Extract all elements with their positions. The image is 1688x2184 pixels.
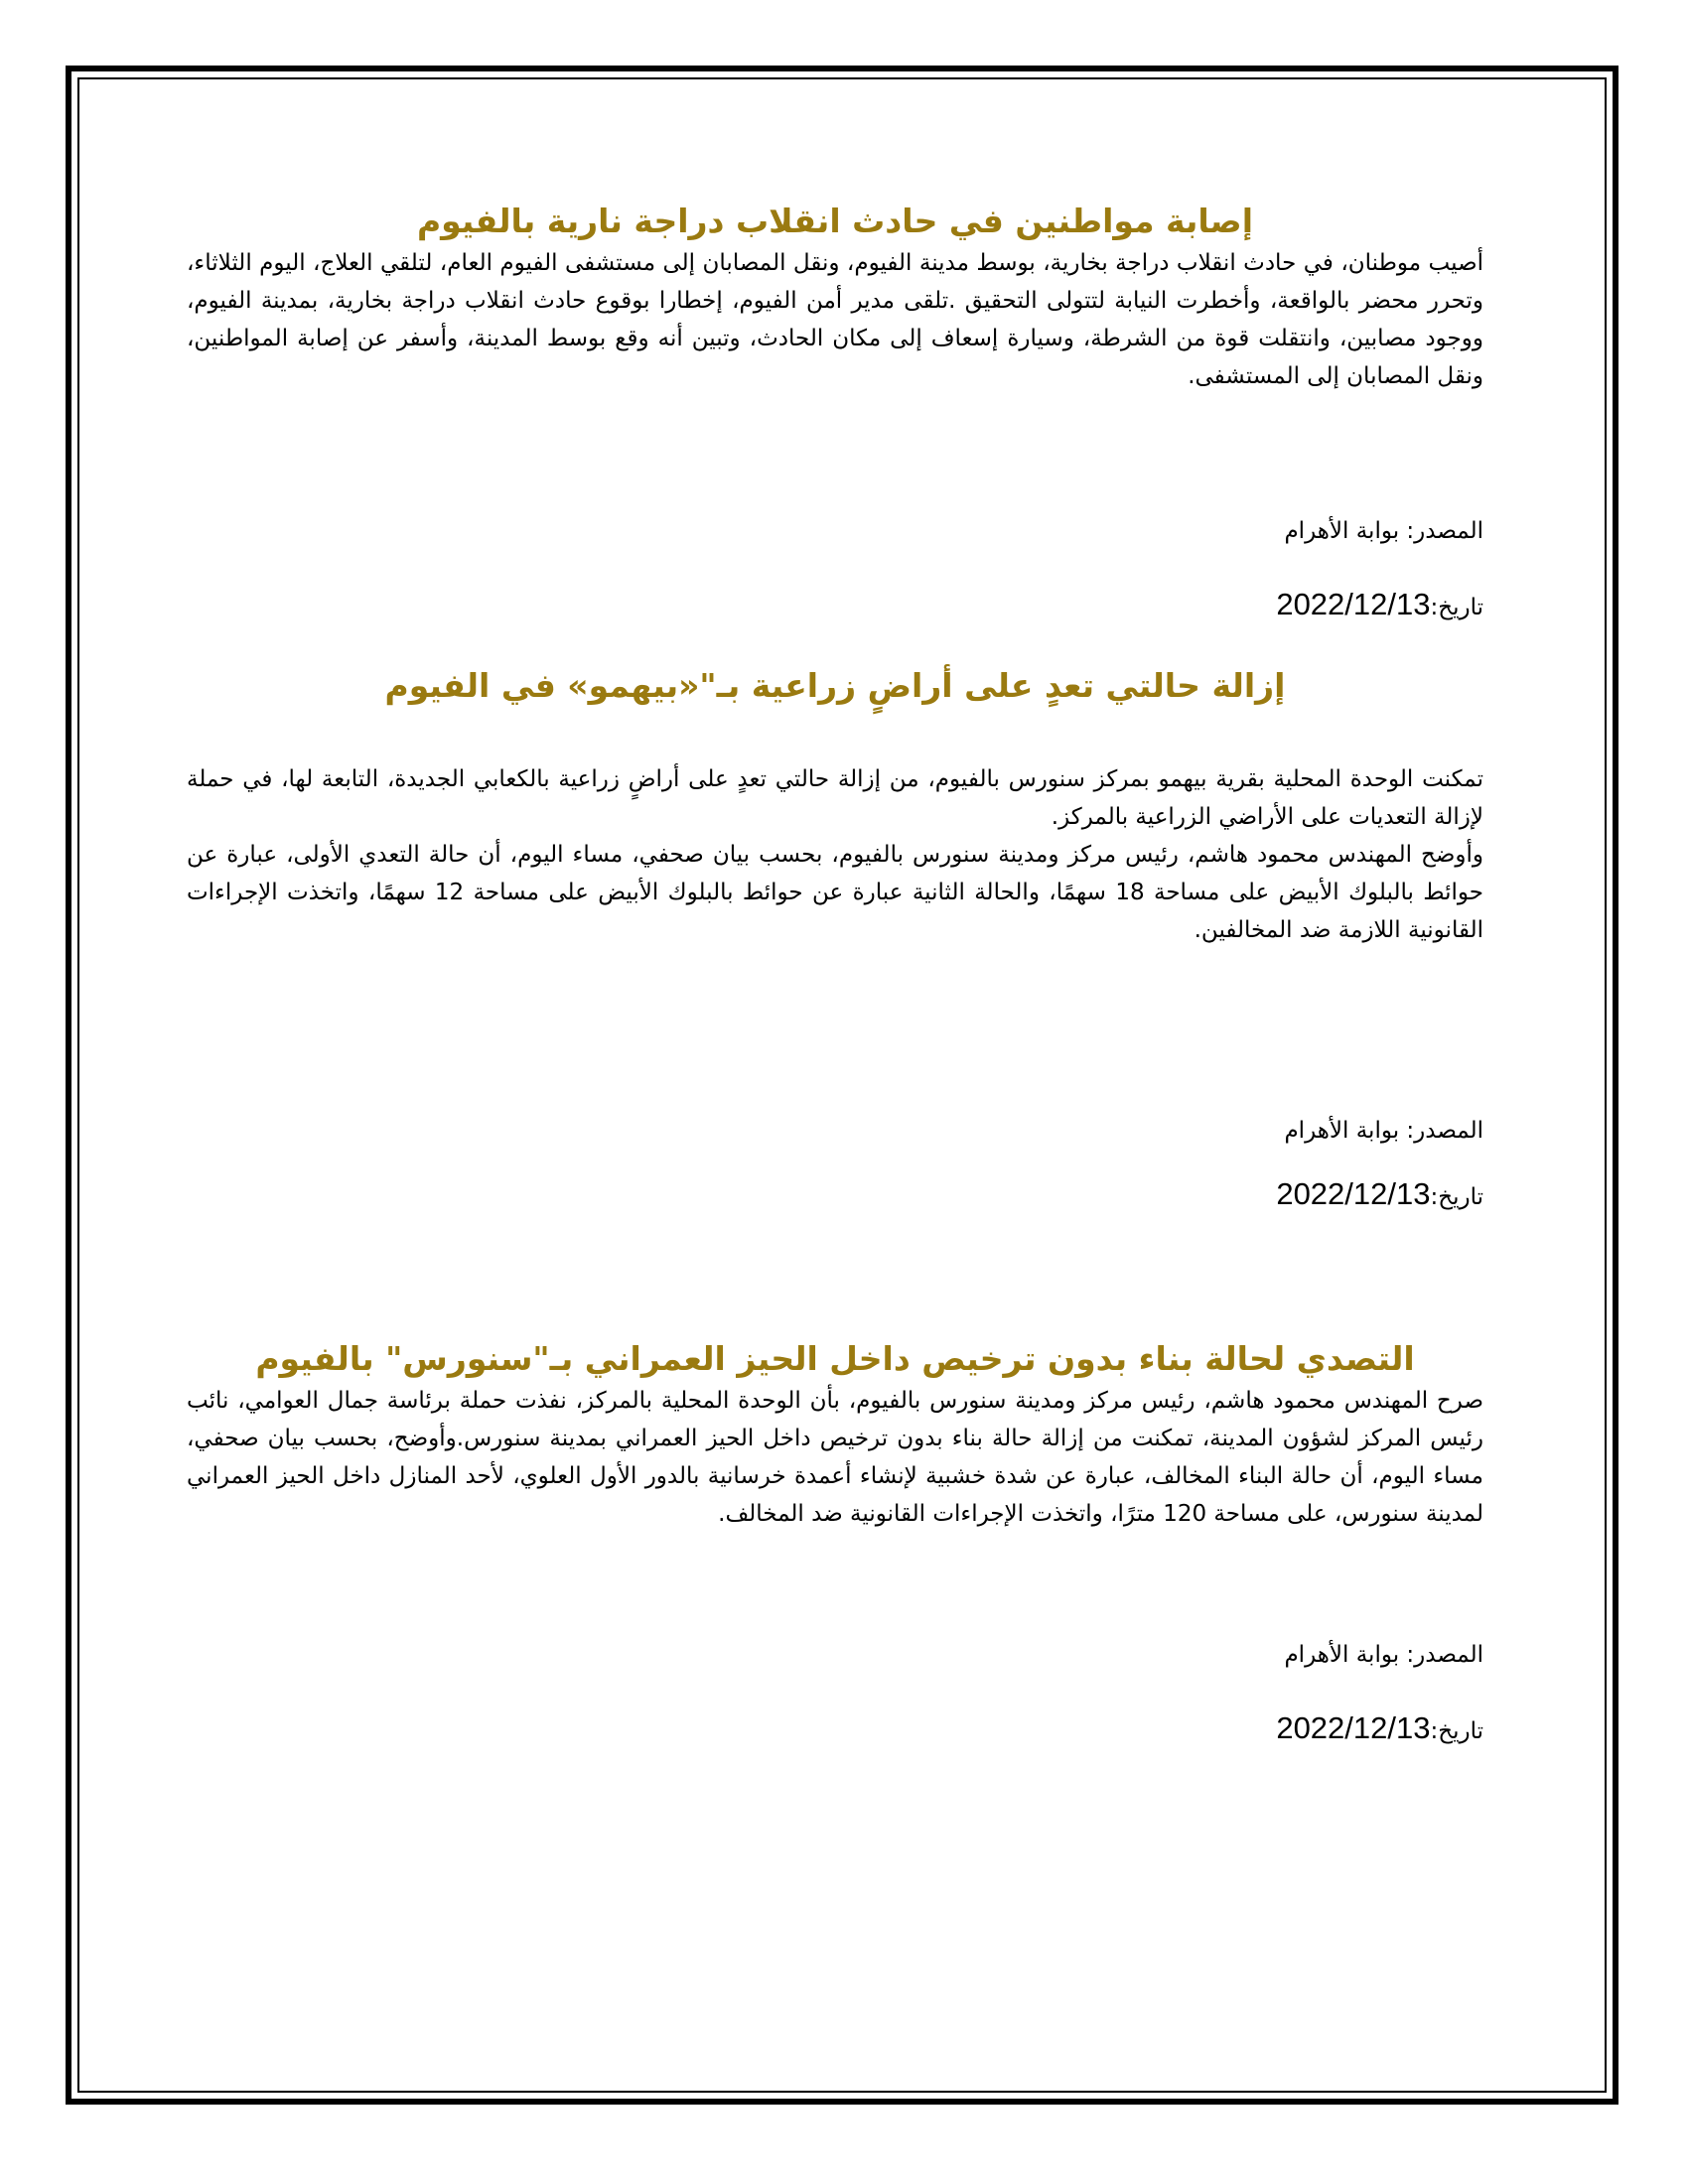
article-2-body-continued: وأوضح المهندس محمود هاشم، رئيس مركز ومدينة سنورس بالفيوم، بحسب بيان صحفي، مساء اليوم، أن حالة التعدي الأولى، عبارة عن حوائط بالبلوك الأبيض على مساحة 18 سهمًا، والحالة الثانية عبارة عن حوائط بالبلوك الأبيض على مساحة 12 سهمًا، واتخذت الإجراءات القانونية اللازمة ضد المخالفين. <box>187 842 1483 943</box>
article-1-date-label: تاريخ: <box>1430 595 1483 620</box>
article-2-date-label: تاريخ: <box>1430 1184 1483 1210</box>
article-1-source: المصدر: بوابة الأهرام <box>1284 518 1483 544</box>
article-2 <box>187 663 1483 709</box>
article-2-body-block <box>187 760 1483 949</box>
article-1-date: 2022/12/13 <box>1276 587 1431 621</box>
article-3-date-line <box>1276 1711 1483 1748</box>
article-3-body: صرح المهندس محمود هاشم، رئيس مركز ومدينة سنورس بالفيوم، بأن الوحدة المحلية بالمركز، نفذت حملة برئاسة جمال العوامي، نائب رئيس المركز لشؤون المدينة، تمكنت من إزالة حالة بناء بدون ترخيص داخل الحيز العمراني بمدينة سنورس.وأوضح، بحسب بيان صحفي، مساء اليوم، أن حالة البناء المخالف، عبارة عن شدة خشبية لإنشاء أعمدة خرسانية بالدور الأول العلوي، لأحد المنازل داخل الحيز العمراني لمدينة سنورس، على مساحة 120 مترًا، واتخذت الإجراءات القانونية ضد المخالف. <box>187 1388 1483 1527</box>
article-3-headline: التصدي لحالة بناء بدون ترخيص داخل الحيز العمراني بـ"سنورس" بالفيوم <box>255 1339 1415 1378</box>
article-3-date: 2022/12/13 <box>1276 1710 1431 1745</box>
article-1-headline: إصابة مواطنين في حادث انقلاب دراجة نارية بالفيوم <box>417 202 1253 240</box>
article-3-date-label: تاريخ: <box>1430 1718 1483 1744</box>
article-3-source: المصدر: بوابة الأهرام <box>1284 1642 1483 1668</box>
article-2-body: تمكنت الوحدة المحلية بقرية بيهمو بمركز سنورس بالفيوم، من إزالة حالتي تعدٍ على أراضٍ زراعية بالكعابي الجديدة، التابعة لها، في حملة لإزالة التعديات على الأراضي الزراعية بالمركز. <box>187 766 1483 830</box>
article-3 <box>187 1336 1483 1533</box>
article-2-date: 2022/12/13 <box>1276 1176 1431 1211</box>
article-1-date-line <box>1276 588 1483 624</box>
article-2-headline: إزالة حالتي تعدٍ على أراضٍ زراعية بـ"«بيهمو» في الفيوم <box>384 666 1286 705</box>
article-1 <box>187 199 1483 395</box>
article-1-body: أصيب موطنان، في حادث انقلاب دراجة بخارية، بوسط مدينة الفيوم، ونقل المصابان إلى مستشفى الفيوم العام، لتلقي العلاج، اليوم الثلاثاء، وتحرر محضر بالواقعة، وأخطرت النيابة لتتولى التحقيق .تلقى مدير أمن الفيوم، إخطارا بوقوع حادث انقلاب دراجة بخارية، بمدينة الفيوم، ووجود مصابين، وانتقلت قوة من الشرطة، وسيارة إسعاف إلى مكان الحادث، وتبين أنه وقع بوسط المدينة، وأسفر عن إصابة المواطنين، ونقل المصابان إلى المستشفى. <box>187 250 1483 389</box>
article-2-source: المصدر: بوابة الأهرام <box>1284 1118 1483 1144</box>
article-2-date-line <box>1276 1177 1483 1214</box>
